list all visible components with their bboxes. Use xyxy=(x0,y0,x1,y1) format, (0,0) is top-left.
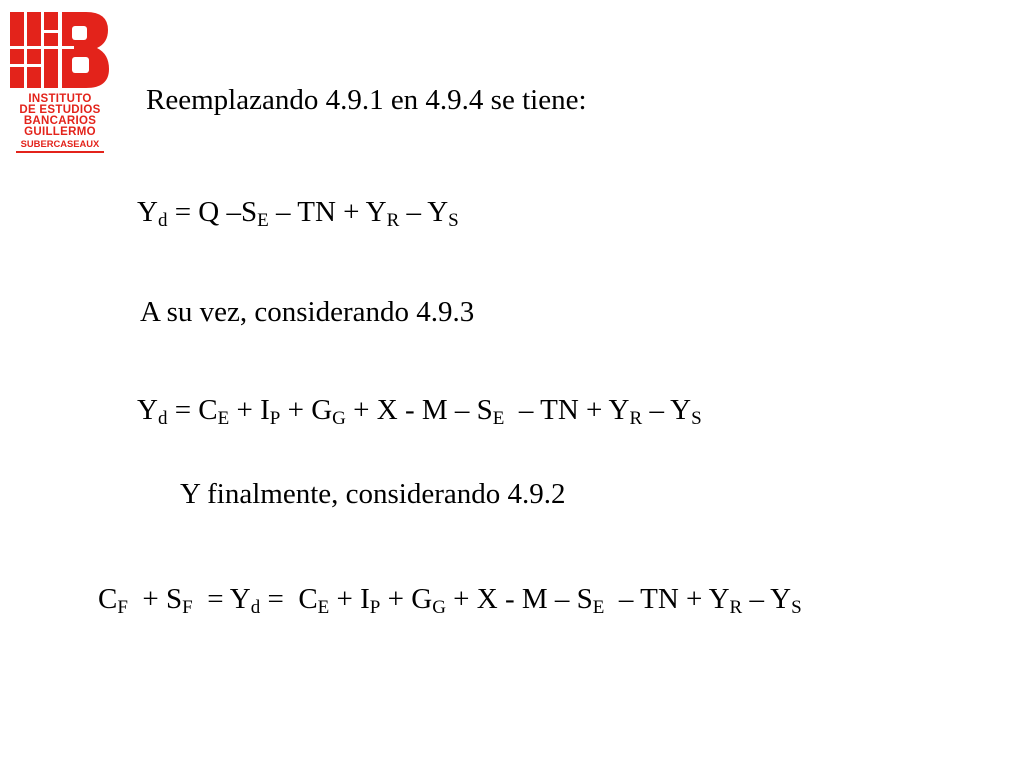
note-considering-4-9-3: A su vez, considerando 4.9.3 xyxy=(140,296,475,328)
institute-logo-mark xyxy=(10,12,110,88)
institute-logo-text xyxy=(12,94,108,153)
equation-subscript: E xyxy=(317,597,330,618)
equation-term: C xyxy=(98,583,118,615)
equation-final-identity xyxy=(98,583,802,618)
equation-subscript: E xyxy=(492,408,505,429)
logo-line: SUBERCASEAUX xyxy=(20,138,100,149)
logo-underline xyxy=(16,151,104,153)
equation-term: = Y xyxy=(192,583,251,615)
equation-subscript: S xyxy=(691,408,702,429)
equation-term: + S xyxy=(127,583,183,615)
equation-disposable-income xyxy=(137,196,459,231)
logo-line: DE ESTUDIOS xyxy=(19,104,101,116)
equation-subscript: G xyxy=(332,408,346,429)
equation-term: Y xyxy=(137,394,158,426)
equation-subscript: G xyxy=(432,597,446,618)
equation-term: + I xyxy=(329,583,370,615)
equation-term: – TN + Y xyxy=(268,196,387,228)
equation-term: + X - M – S xyxy=(345,394,493,426)
note-considering-4-9-2: Y finalmente, considerando 4.9.2 xyxy=(180,478,566,510)
equation-subscript: F xyxy=(117,597,128,618)
equation-subscript: d xyxy=(250,597,261,618)
equation-subscript: F xyxy=(182,597,193,618)
equation-subscript: E xyxy=(217,408,230,429)
equation-term: = C xyxy=(167,394,218,426)
equation-subscript: R xyxy=(386,210,400,231)
logo-line: INSTITUTO xyxy=(28,93,92,105)
equation-term: = Q –S xyxy=(167,196,258,228)
equation-term: + I xyxy=(229,394,270,426)
logo-line: BANCARIOS xyxy=(23,115,97,127)
equation-term: – Y xyxy=(642,394,692,426)
equation-subscript: E xyxy=(257,210,269,231)
equation-subscript: d xyxy=(157,408,168,429)
equation-term: – TN + Y xyxy=(604,583,730,615)
equation-subscript: R xyxy=(629,408,643,429)
equation-subscript: P xyxy=(269,408,281,429)
equation-term: + G xyxy=(380,583,433,615)
equation-term: + X - M – S xyxy=(445,583,593,615)
equation-subscript: d xyxy=(157,210,168,231)
institute-logo xyxy=(10,12,110,162)
equation-subscript: E xyxy=(592,597,605,618)
equation-subscript: R xyxy=(729,597,743,618)
equation-term: – TN + Y xyxy=(504,394,630,426)
equation-term: + G xyxy=(280,394,333,426)
intro-text: Reemplazando 4.9.1 en 4.9.4 se tiene: xyxy=(146,84,587,116)
equation-disposable-income-expanded xyxy=(137,394,702,429)
equation-subscript: P xyxy=(369,597,381,618)
equation-subscript: S xyxy=(791,597,802,618)
equation-term: Y xyxy=(137,196,158,228)
logo-line: GUILLERMO xyxy=(24,126,96,138)
equation-term: – Y xyxy=(399,196,449,228)
equation-term: = C xyxy=(260,583,318,615)
equation-term: – Y xyxy=(742,583,792,615)
equation-subscript: S xyxy=(448,210,459,231)
